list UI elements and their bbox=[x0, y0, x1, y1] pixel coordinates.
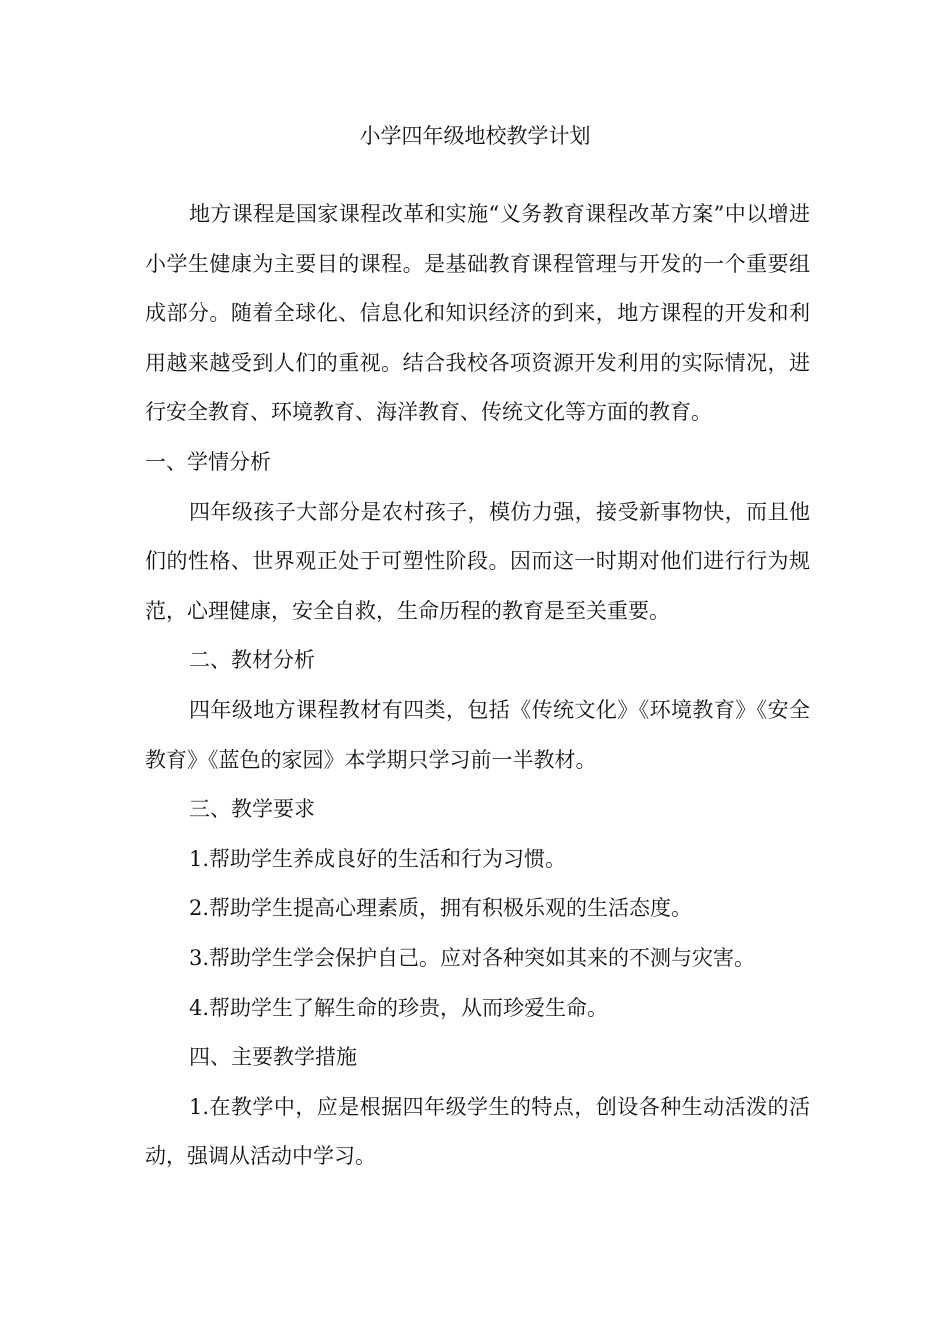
heading-section-1: 一、学情分析 bbox=[145, 449, 271, 474]
document-title: 小学四年级地校教学计划 bbox=[359, 124, 591, 148]
paragraph-student-analysis: 四年级孩子大部分是农村孩子，模仿力强，接受新事物快，而且他们的性格、世界观正处于可塑性阶段。因而这一时期对他们进行行为规范，心理健康，安全自救，生命历程的教育是至关重要。 bbox=[145, 499, 810, 623]
list-item-requirement-2: 2.帮助学生提高心理素质，拥有积极乐观的生活态度。 bbox=[189, 896, 693, 921]
heading-section-2: 二、教材分析 bbox=[189, 648, 315, 673]
paragraph-materials-analysis: 四年级地方课程教材有四类，包括《传统文化》《环境教育》《安全教育》《蓝色的家园》本学期只学习前一半教材。 bbox=[145, 697, 810, 772]
heading-section-4: 四、主要教学措施 bbox=[189, 1045, 357, 1070]
list-item-requirement-1: 1.帮助学生养成良好的生活和行为习惯。 bbox=[189, 846, 567, 871]
heading-section-3: 三、教学要求 bbox=[189, 797, 315, 822]
document-body bbox=[145, 190, 810, 1182]
list-item-measure-1: 1.在教学中，应是根据四年级学生的特点，创设各种生动活泼的活动，强调从活动中学习。 bbox=[145, 1094, 810, 1169]
list-item-requirement-3: 3.帮助学生学会保护自己。应对各种突如其来的不测与灾害。 bbox=[189, 945, 756, 970]
list-item-requirement-4: 4.帮助学生了解生命的珍贵，从而珍爱生命。 bbox=[189, 995, 609, 1020]
paragraph-intro: 地方课程是国家课程改革和实施“义务教育课程改革方案”中以增进小学生健康为主要目的课程。是基础教育课程管理与开发的一个重要组成部分。随着全球化、信息化和知识经济的到来，地方课程的开发和利用越来越受到人们的重视。结合我校各项资源开发利用的实际情况，进行安全教育、环境教育、海洋教育、传统文化等方面的教育。 bbox=[145, 202, 810, 425]
